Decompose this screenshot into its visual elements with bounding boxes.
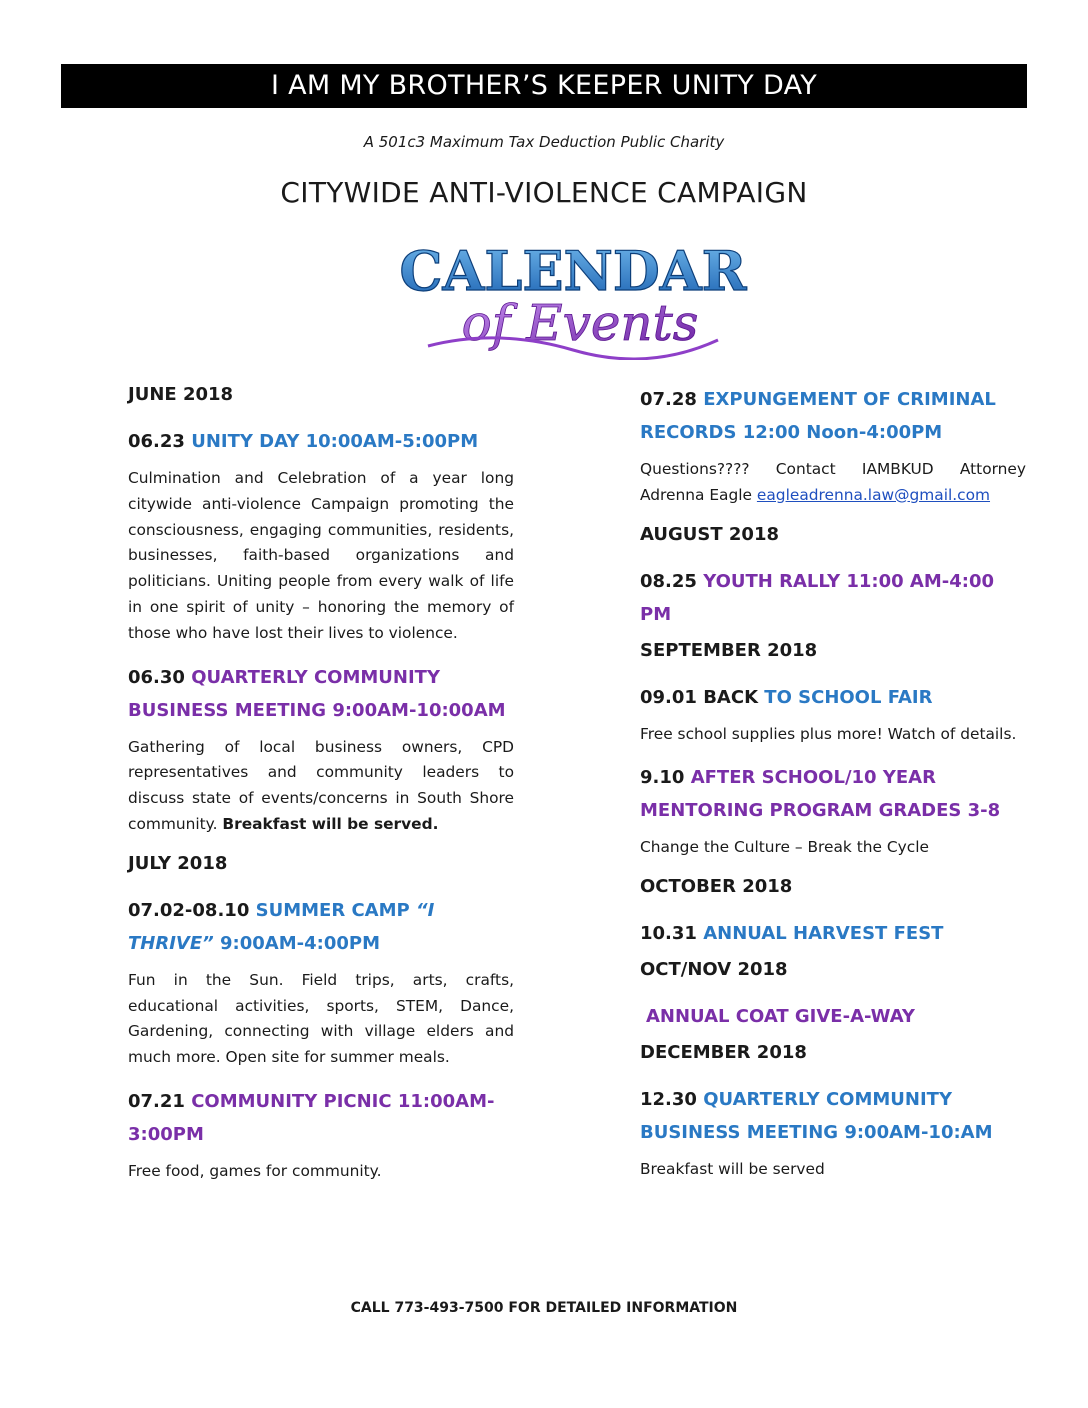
event-title-expungement [640,383,1026,449]
event-date: 07.21 [128,1090,185,1112]
event-title-picnic [128,1085,514,1151]
month-heading-july: JULY 2018 [128,852,228,874]
event-date: 07.02-08.10 [128,899,250,921]
month-heading-june: JUNE 2018 [128,384,234,405]
month-heading-august: AUGUST 2018 [640,523,779,545]
event-date: 06.30 [128,666,185,688]
event-date: 07.28 [640,389,697,410]
event-name: TO SCHOOL FAIR [764,686,933,708]
event-name: QUARTERLY COMMUNITY BUSINESS MEETING 9:00AM-10:00AM [128,666,506,721]
left-column [128,383,514,1199]
event-name: ANNUAL COAT GIVE-A-WAY [646,1006,915,1028]
event-title-december-meeting [640,1083,1026,1149]
event-date: 9.10 [640,767,685,789]
event-description [640,457,1026,509]
event-name: COMMUNITY PICNIC 11:00AM-3:00PM [128,1090,495,1145]
contact-footer: CALL 773-493-7500 FOR DETAILED INFORMATION [350,1300,738,1316]
event-title-youth-rally [640,565,1026,631]
event-description: Fun in the Sun. Field trips, arts, crafts, educational activities, sports, STEM, Dance, Gardening, connecting with village elders and much more. Open site for summer meals. [128,970,514,1067]
event-date: 12.30 [640,1089,697,1111]
attorney-email-link[interactable]: eagleadrenna.law@gmail.com [756,485,991,504]
event-description: Culmination and Celebration of a year long citywide anti-violence Campaign promoting the consciousness, engaging communities, residents, businesses, faith-based organizations and politicians. Uniting people from every walk of life in one spirit of unity – honoring the memory of those who have lost their lives to violence. [128,469,514,642]
event-name: AFTER SCHOOL/10 YEAR MENTORING PROGRAM GRADES 3-8 [640,767,1001,822]
event-title-unity-day [128,425,514,458]
event-description-text: Gathering of local business owners, CPD representatives and community leaders to discuss state of events/concerns in South Shore community. [128,737,514,833]
event-name-italic: “I THRIVE” [128,899,435,954]
banner-title: I AM MY BROTHER’S KEEPER UNITY DAY [61,64,1027,108]
event-description: Free food, games for community. [128,1161,382,1180]
event-date: 06.23 [128,431,185,452]
event-date: 08.25 [640,570,697,592]
event-description: Free school supplies plus more! Watch of details. [640,724,1017,743]
event-description: Change the Culture – Break the Cycle [640,838,929,857]
charity-subtitle: A 501c3 Maximum Tax Deduction Public Charity [363,133,725,151]
month-heading-october: OCTOBER 2018 [640,876,793,898]
event-description [128,735,514,838]
event-description-text: Questions???? Contact IAMBKUD Attorney Adrenna Eagle [640,460,1026,504]
event-title-business-meeting [128,661,514,727]
event-time: 9:00AM-4:00PM [220,932,380,954]
event-title-harvest-fest [640,917,1026,950]
event-description: Breakfast will be served [640,1160,825,1179]
event-date: 09.01 BACK [640,686,759,708]
right-column [640,383,1026,1197]
event-description-bold: Breakfast will be served. [222,814,439,833]
event-name: QUARTERLY COMMUNITY BUSINESS MEETING 9:00AM-10:AM [640,1089,993,1144]
event-name: YOUTH RALLY 11:00 AM-4:00 PM [640,570,995,625]
event-title-summer-camp [128,894,514,960]
event-name: UNITY DAY 10:00AM-5:00PM [191,431,479,452]
calendar-of-events-logo [398,228,748,360]
month-heading-september: SEPTEMBER 2018 [640,639,818,661]
event-name: SUMMER CAMP [255,899,410,921]
campaign-title: CITYWIDE ANTI-VIOLENCE CAMPAIGN [280,176,808,209]
event-name: EXPUNGEMENT OF CRIMINAL RECORDS 12:00 Noon-4:00PM [640,389,996,443]
event-title-mentoring [640,761,1026,827]
event-date: 10.31 [640,923,697,945]
svg-text:CALENDAR: CALENDAR [399,239,747,303]
event-title-coat-giveaway [640,1000,1026,1033]
month-heading-oct-nov: OCT/NOV 2018 [640,959,788,981]
svg-text:of Events: of Events [461,294,699,352]
event-name: ANNUAL HARVEST FEST [703,923,944,945]
month-heading-december: DECEMBER 2018 [640,1042,807,1064]
event-title-school-fair [640,681,1026,714]
